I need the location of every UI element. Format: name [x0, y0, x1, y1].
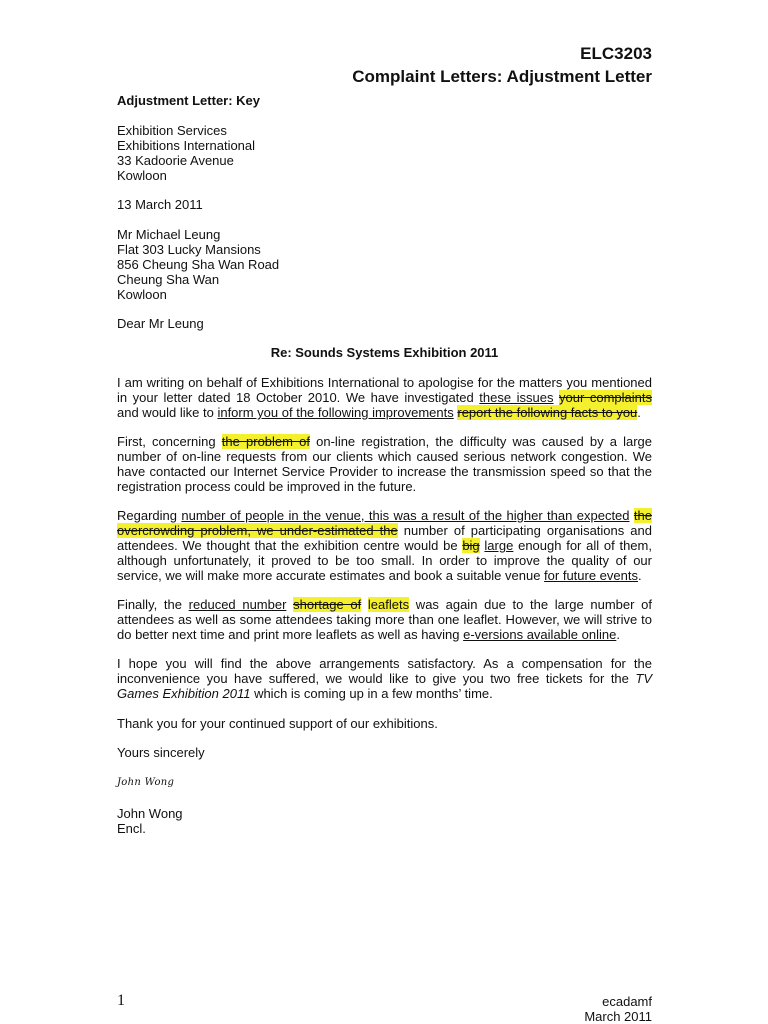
enclosure-note: Encl. [117, 821, 146, 836]
paragraph-5: I hope you will find the above arrangements satisfactory. As a compensation for the inconvenience you have suffered, we would like to give you two free tickets for the TV Games Exhibition 2011 which is coming up in a few months’ time. [117, 656, 652, 701]
letter-date: 13 March 2011 [117, 197, 203, 212]
inserted-text: large [484, 538, 514, 553]
deleted-text: shortage of [293, 597, 362, 612]
inserted-text: e-versions available online [463, 627, 617, 642]
paragraph-4: Finally, the reduced number shortage of leaflets was again due to the large number of attendees as well as some attendees taking more than one leaflet. However, we will strive to do better next time and print more leaflets as well as having e-versions available online. [117, 597, 652, 642]
deleted-text: the problem of [221, 434, 310, 449]
footer-author: ecadamf [602, 994, 652, 1009]
footer-date: March 2011 [584, 1009, 652, 1024]
handwritten-signature: John Wong [117, 777, 175, 788]
inserted-text: for future events [544, 568, 638, 583]
paragraph-2: First, concerning the problem of on-line registration, the difficulty was caused by a large number of on-line requests from our clients which caused serious network congestion. We have contacted our Internet Service Provider to increase the transmission speed so that the registration process could be improved in the future. [117, 434, 653, 494]
closing: Yours sincerely [117, 745, 205, 760]
recipient-line: Cheung Sha Wan [117, 272, 220, 287]
sender-line: Exhibition Services [117, 123, 227, 138]
paragraph-1: I am writing on behalf of Exhibitions International to apologise for the matters you mentioned in your letter dated 18 October 2010. We have investigated these issues your complaints and would like to inform you of the following improvements report the following facts to you. [117, 375, 652, 420]
sender-line: Kowloon [117, 168, 167, 183]
salutation: Dear Mr Leung [117, 316, 204, 331]
deleted-text: your complaints [559, 390, 652, 405]
course-code: ELC3203 [580, 44, 652, 63]
recipient-line: Kowloon [117, 287, 167, 302]
paragraph-3: Regarding number of people in the venue, this was a result of the higher than expected the overcrowding problem, we under-estimated the number of participating organisations and attendees. We thought that the exhibition centre would be big large enough for all of them, although unfortunately, it proved to be too small. In order to improve the quality of our service, we will make more accurate estimates and book a suitable venue for future events. [117, 508, 652, 583]
deleted-text: big [462, 538, 480, 553]
signer-name: John Wong [117, 806, 183, 821]
subtitle: Adjustment Letter: Key [117, 93, 261, 108]
inserted-text: number of people in the venue, this was a result of the higher than expected [181, 508, 630, 523]
subject-line: Re: Sounds Systems Exhibition 2011 [270, 345, 499, 360]
deleted-text: the overcrowding problem, we under-estimated the [117, 508, 652, 538]
event-name: TV Games Exhibition 2011 [117, 671, 652, 701]
paragraph-6: Thank you for your continued support of our exhibitions. [117, 716, 438, 731]
recipient-line: 856 Cheung Sha Wan Road [117, 257, 280, 272]
inserted-text: reduced number [188, 597, 287, 612]
highlighted-text: leaflets [367, 597, 410, 612]
page-number: 1 [117, 992, 125, 1009]
sender-line: Exhibitions International [117, 138, 256, 153]
deleted-text: report the following facts to you [457, 405, 638, 420]
inserted-text: these issues [479, 390, 554, 405]
sender-line: 33 Kadoorie Avenue [117, 153, 234, 168]
document-title: Complaint Letters: Adjustment Letter [352, 67, 652, 86]
inserted-text: inform you of the following improvements [217, 405, 454, 420]
recipient-line: Flat 303 Lucky Mansions [117, 242, 261, 257]
recipient-line: Mr Michael Leung [117, 227, 221, 242]
